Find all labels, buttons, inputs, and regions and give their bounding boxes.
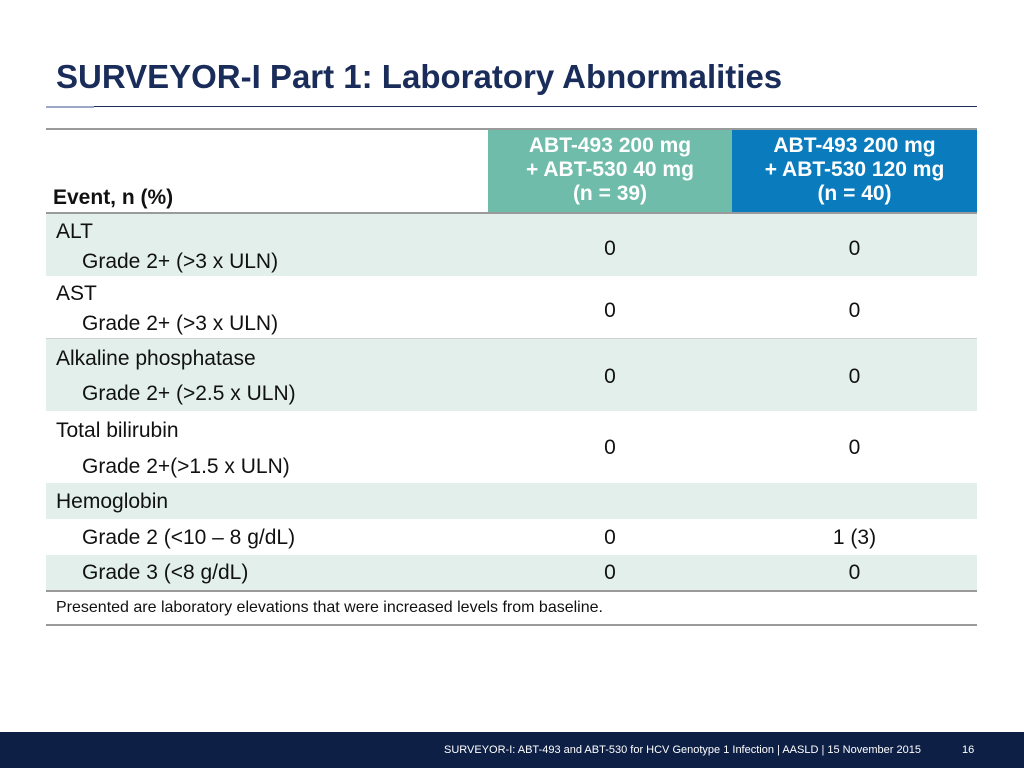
- footer-citation: SURVEYOR-I: ABT-493 and ABT-530 for HCV Genotype 1 Infection | AASLD | 15 November 2015: [444, 744, 921, 756]
- value-arm-120mg: 1 (3): [832, 526, 877, 549]
- table-row-hemoglobin: [46, 483, 977, 519]
- title-rule: [46, 106, 977, 107]
- value-arm-40mg: 0: [604, 436, 616, 459]
- table-row-hemoglobin-grade-2: [46, 519, 977, 555]
- row-label: ALT: [56, 220, 93, 243]
- header-arm-40mg-line: + ABT-530 40 mg: [526, 158, 694, 181]
- lab-abnormalities-table: [46, 128, 977, 626]
- footer-bar: [0, 732, 1024, 768]
- value-arm-120mg: 0: [848, 436, 861, 459]
- row-sublabel: Grade 2+ (>3 x ULN): [82, 312, 279, 335]
- table-footnote-row: [46, 590, 977, 626]
- header-event: Event, n (%): [53, 186, 174, 209]
- title-accent: [46, 106, 94, 108]
- value-arm-120mg: 0: [848, 365, 861, 388]
- row-sublabel: Grade 3 (<8 g/dL): [82, 561, 249, 584]
- row-label: Total bilirubin: [56, 419, 179, 442]
- table-row-total-bilirubin: [46, 411, 977, 483]
- row-sublabel: Grade 2+(>1.5 x ULN): [82, 455, 290, 478]
- slide-title: SURVEYOR-I Part 1: Laboratory Abnormalities: [56, 58, 783, 95]
- header-arm-40mg: [488, 130, 732, 212]
- header-arm-40mg-line: ABT-493 200 mg: [528, 134, 692, 157]
- table-row-hemoglobin-grade-3: [46, 555, 977, 590]
- header-arm-40mg-line: (n = 39): [572, 182, 648, 205]
- table-footnote: Presented are laboratory elevations that were increased levels from baseline.: [56, 599, 603, 616]
- value-arm-120mg: 0: [848, 237, 861, 260]
- value-arm-120mg: 0: [848, 299, 861, 322]
- header-arm-120mg: [732, 130, 977, 212]
- value-arm-40mg: 0: [604, 561, 616, 584]
- row-sublabel: Grade 2+ (>2.5 x ULN): [82, 382, 296, 405]
- table-row-ast: [46, 276, 977, 339]
- row-sublabel: Grade 2+ (>3 x ULN): [82, 250, 279, 273]
- value-arm-40mg: 0: [604, 526, 616, 549]
- header-arm-120mg-line: + ABT-530 120 mg: [764, 158, 945, 181]
- value-arm-40mg: 0: [604, 299, 616, 322]
- row-label: Hemoglobin: [56, 490, 169, 513]
- value-arm-40mg: 0: [604, 237, 616, 260]
- table-row-alt: [46, 214, 977, 276]
- header-arm-120mg-line: ABT-493 200 mg: [773, 134, 936, 157]
- table-row-alkaline-phosphatase: [46, 339, 977, 411]
- value-arm-40mg: 0: [604, 365, 616, 388]
- table-header-row: [46, 130, 977, 214]
- value-arm-120mg: 0: [848, 561, 861, 584]
- row-label: AST: [56, 282, 97, 305]
- header-arm-120mg-line: (n = 40): [817, 182, 892, 205]
- row-sublabel: Grade 2 (<10 – 8 g/dL): [82, 526, 296, 549]
- row-label: Alkaline phosphatase: [56, 347, 256, 370]
- page-number: 16: [962, 744, 975, 756]
